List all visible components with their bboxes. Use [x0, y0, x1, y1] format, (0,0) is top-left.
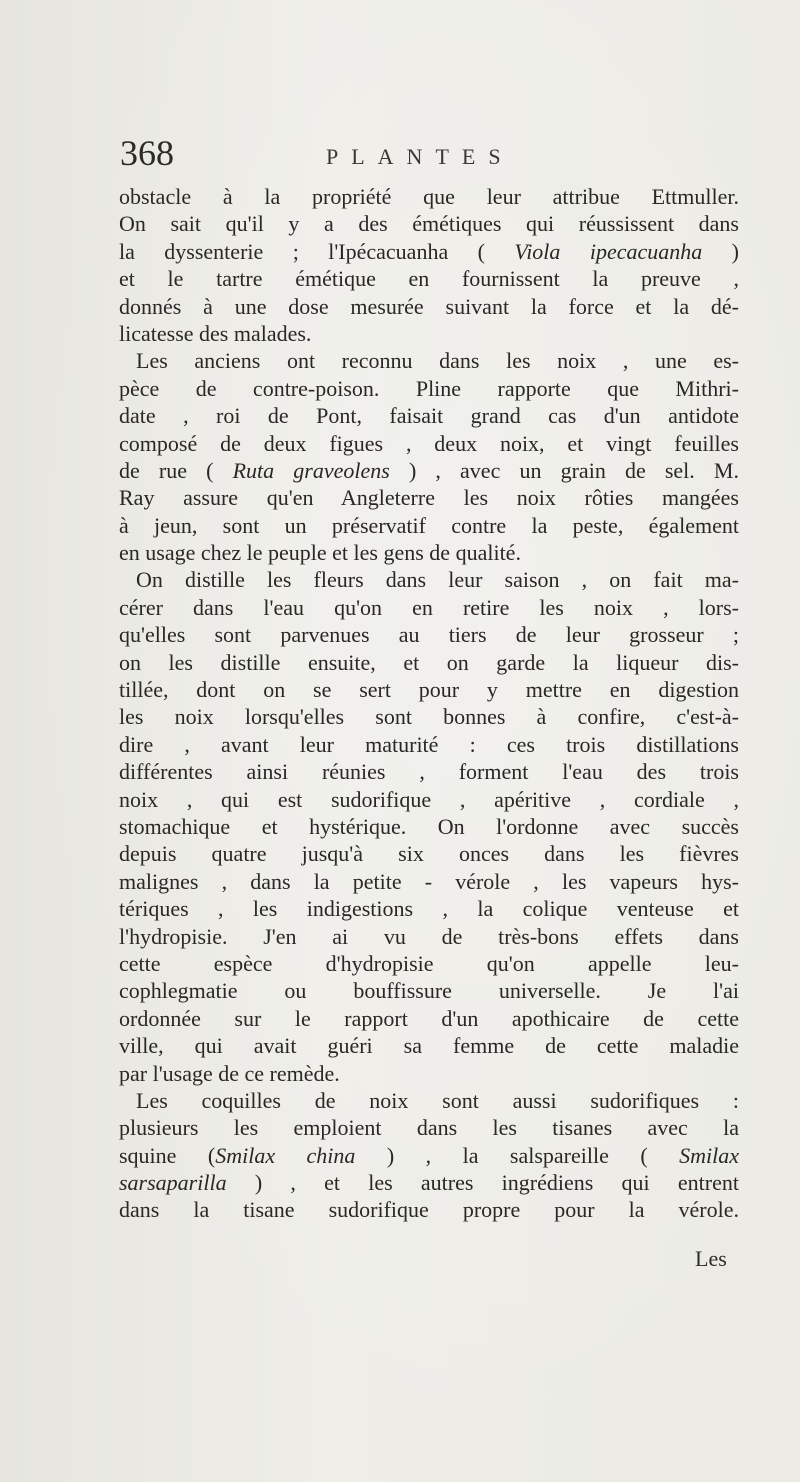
italic-latin-name: Smilax china: [215, 1142, 356, 1168]
text-line: [119, 1196, 739, 1223]
text-run: dans la tisane sudorifique propre pour la vérole.: [119, 1197, 739, 1223]
catchword: Les: [695, 1246, 727, 1271]
text-line: [119, 375, 739, 402]
text-line: [119, 484, 739, 511]
italic-latin-name: sarsaparilla: [119, 1170, 227, 1196]
text-run: obstacle à la propriété que leur attribue Ettmuller.: [119, 184, 739, 209]
text-line: [119, 758, 739, 785]
text-line: [119, 293, 739, 320]
text-run: noix , qui est sudorifique , apéritive , cordiale ,: [119, 786, 739, 812]
text-line: [119, 594, 739, 621]
text-run: cophlegmatie ou bouffissure universelle. Je l'ai: [119, 978, 739, 1004]
text-run: l'hydropisie. J'en ai vu de très-bons effets dans: [119, 923, 739, 949]
text-run: on les distille ensuite, et on garde la liqueur dis-: [119, 649, 739, 675]
text-run: ): [702, 238, 739, 264]
text-run: tériques , les indigestions , la colique venteuse et: [119, 896, 739, 922]
text-run: date , roi de Pont, faisait grand cas d'un antidote: [119, 403, 739, 429]
text-line: [119, 621, 739, 648]
text-line: [119, 320, 739, 347]
text-line: [119, 210, 739, 237]
text-run: cette espèce d'hydropisie qu'on appelle leu-: [119, 950, 739, 976]
text-run: stomachique et hystérique. On l'ordonne avec succès: [119, 813, 739, 839]
text-run: ) , la salspareille (: [355, 1142, 680, 1168]
text-line: [119, 1142, 739, 1169]
text-line: [119, 649, 739, 676]
text-line: [119, 265, 739, 292]
text-run: la dyssenterie ; l'Ipécacuanha (: [119, 238, 515, 264]
text-run: dire , avant leur maturité : ces trois distillations: [119, 731, 739, 757]
text-run: ) , et les autres ingrédiens qui entrent: [226, 1170, 739, 1196]
text-run: plusieurs les emploient dans les tisanes avec la: [119, 1115, 739, 1141]
text-line: [119, 1005, 739, 1032]
text-run: On distille les fleurs dans leur saison , on fait ma-: [136, 567, 739, 593]
text-line: [119, 183, 739, 210]
text-run: tillée, dont on se sert pour y mettre en digestion: [119, 677, 739, 703]
text-run: ordonnée sur le rapport d'un apothicaire de cette: [119, 1005, 739, 1031]
text-run: ) , avec un grain de sel. M.: [389, 457, 739, 483]
text-run: malignes , dans la petite - vérole , les vapeurs hys-: [119, 868, 739, 894]
text-run: licatesse des malades.: [119, 320, 312, 346]
text-run: les noix lorsqu'elles sont bonnes à confire, c'est-à-: [119, 704, 739, 730]
text-run: et le tartre émétique en fournissent la preuve ,: [119, 266, 739, 292]
text-line: [119, 813, 739, 840]
body-text: [119, 183, 739, 1224]
text-line: [119, 950, 739, 977]
page-header: [120, 132, 740, 182]
text-line: [119, 512, 739, 539]
text-line: [119, 1060, 739, 1087]
text-run: de rue (: [119, 457, 233, 483]
text-run: composé de deux figues , deux noix, et vingt feuilles: [119, 430, 739, 456]
italic-latin-name: Ruta graveolens: [232, 457, 390, 483]
text-run: à jeun, sont un préservatif contre la peste, également: [119, 512, 739, 538]
text-line: [119, 895, 739, 922]
text-line: [119, 402, 739, 429]
text-run: en usage chez le peuple et les gens de qualité.: [119, 540, 521, 566]
text-line: [119, 840, 739, 867]
text-line: [119, 566, 739, 593]
text-run: cérer dans l'eau qu'on en retire les noix , lors-: [119, 594, 739, 620]
text-line: [119, 1032, 739, 1059]
text-line: [119, 1169, 739, 1196]
text-run: qu'elles sont parvenues au tiers de leur grosseur ;: [119, 622, 739, 648]
text-line: [119, 347, 739, 374]
text-run: différentes ainsi réunies , forment l'eau des trois: [119, 759, 739, 785]
italic-latin-name: Viola ipecacuanha: [514, 238, 703, 264]
text-run: donnés à une dose mesurée suivant la force et la dé-: [119, 293, 739, 319]
text-line: [119, 786, 739, 813]
text-run: ville, qui avait guéri sa femme de cette maladie: [119, 1033, 739, 1059]
text-run: On sait qu'il y a des émétiques qui réussissent dans: [119, 211, 739, 237]
text-run: Les anciens ont reconnu dans les noix , une es-: [136, 348, 739, 374]
text-run: depuis quatre jusqu'à six onces dans les fièvres: [119, 841, 739, 867]
page-number: 368: [120, 133, 174, 173]
text-run: Les coquilles de noix sont aussi sudorifiques :: [136, 1087, 739, 1113]
italic-latin-name: Smilax: [679, 1142, 739, 1168]
text-line: [119, 977, 739, 1004]
text-line: [119, 539, 739, 566]
text-run: Ray assure qu'en Angleterre les noix rôties mangées: [119, 485, 739, 511]
text-line: [119, 238, 739, 265]
running-head: PLANTES: [326, 144, 514, 169]
text-line: [119, 731, 739, 758]
text-run: squine (: [119, 1142, 216, 1168]
text-line: [119, 430, 739, 457]
text-line: [119, 676, 739, 703]
text-line: [119, 923, 739, 950]
text-line: [119, 1114, 739, 1141]
text-line: [119, 457, 739, 484]
text-line: [119, 1087, 739, 1114]
text-run: par l'usage de ce remède.: [119, 1060, 340, 1086]
text-line: [119, 703, 739, 730]
text-run: pèce de contre-poison. Pline rapporte que Mithri-: [119, 375, 739, 401]
text-line: [119, 868, 739, 895]
